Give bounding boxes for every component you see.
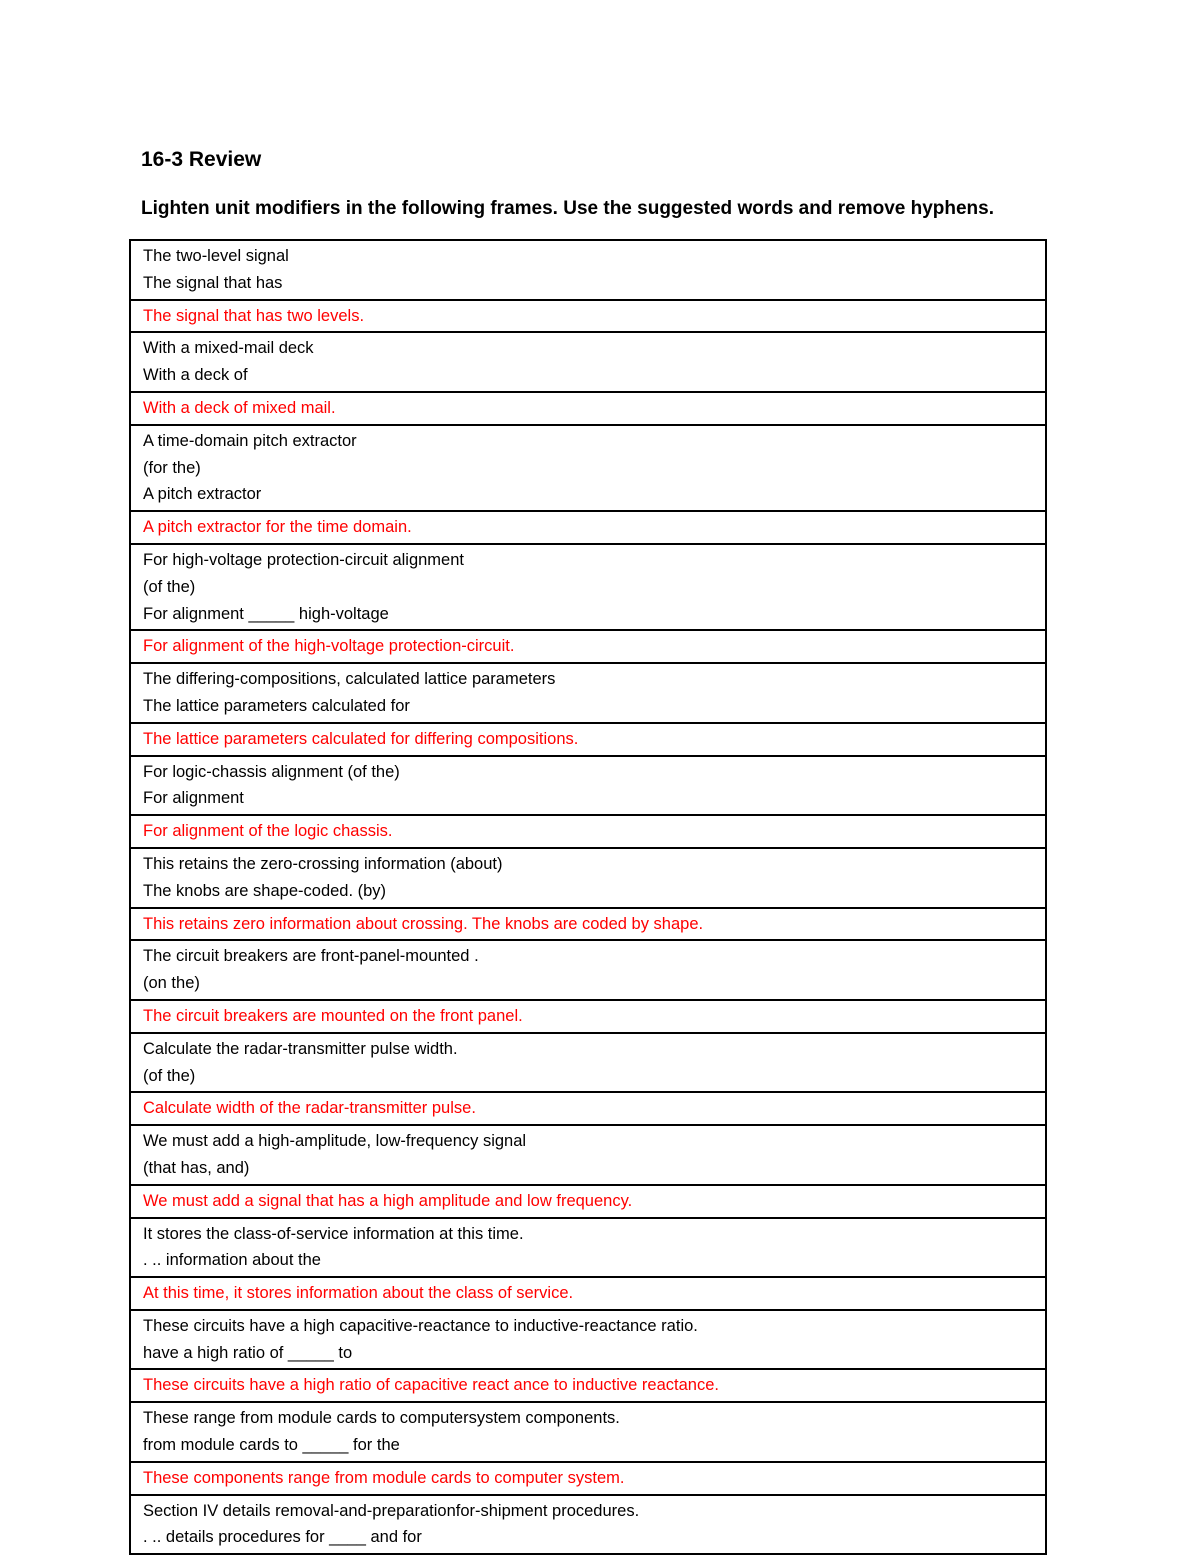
frame-prompt-line: These circuits have a high capacitive-reactance to inductive-reactance ratio. [143,1316,698,1335]
frame-prompt-line: A time-domain pitch extractor [143,431,357,450]
frame-answer-text: For alignment of the high-voltage protection-circuit. [143,637,515,656]
frame-prompt-line: The circuit breakers are front-panel-mounted . [143,947,479,966]
frame-prompt-line: (that has, and) [143,1158,250,1177]
frame-prompt-cell [130,332,1046,392]
frame-prompt-line: Section IV details removal-and-preparationfor-shipment procedures. [143,1501,640,1520]
frame-prompt-line: A pitch extractor [143,485,262,504]
frame-prompt-row [130,332,1046,392]
frame-prompt-cell [130,1033,1046,1093]
frame-prompt-cell [130,1125,1046,1185]
frame-prompt-cell [130,240,1046,300]
frame-answer-row [130,630,1046,663]
frame-prompt-row [130,756,1046,816]
frame-prompt-line: Calculate the radar-transmitter pulse width. [143,1039,458,1058]
frame-prompt-row [130,940,1046,1000]
frame-answer-text: Calculate width of the radar-transmitter pulse. [143,1099,476,1118]
frame-prompt-row [130,848,1046,908]
frame-prompt-line: For logic-chassis alignment (of the) [143,762,400,781]
frame-answer-cell [130,723,1046,756]
frame-answer-cell [130,511,1046,544]
frame-answer-row [130,1092,1046,1125]
frame-prompt-line: With a mixed-mail deck [143,339,314,358]
frame-prompt-line: The differing-compositions, calculated lattice parameters [143,670,556,689]
frame-answer-cell [130,630,1046,663]
frame-prompt-row [130,425,1046,511]
frame-answer-cell [130,300,1046,333]
frame-prompt-line: (for the) [143,458,201,477]
frame-prompt-cell [130,1218,1046,1278]
frame-prompt-line: For alignment _____ high-voltage [143,604,389,623]
frame-answer-text: This retains zero information about crossing. The knobs are coded by shape. [143,914,704,933]
frame-prompt-row [130,1125,1046,1185]
frame-prompt-cell [130,1310,1046,1370]
frame-prompt-row [130,1310,1046,1370]
frame-answer-text: At this time, it stores information about the class of service. [143,1284,574,1303]
frame-prompt-cell [130,544,1046,630]
frame-prompt-cell [130,940,1046,1000]
frame-prompt-cell [130,1495,1046,1555]
frame-prompt-row [130,240,1046,300]
frame-prompt-line: This retains the zero-crossing information (about) [143,854,503,873]
frame-answer-cell [130,392,1046,425]
frame-prompt-cell [130,663,1046,723]
frame-answer-cell [130,1277,1046,1310]
frame-prompt-line: have a high ratio of _____ to [143,1343,353,1362]
frame-answer-row [130,1277,1046,1310]
instructions: Lighten unit modifiers in the following frames. Use the suggested words and remove hyphens. [141,198,995,219]
frame-answer-row [130,815,1046,848]
frame-prompt-line: For alignment [143,789,244,808]
frame-answer-text: These circuits have a high ratio of capacitive react ance to inductive reactance. [143,1376,719,1395]
frame-answer-text: These components range from module cards to computer system. [143,1468,625,1487]
frame-answer-text: A pitch extractor for the time domain. [143,518,412,537]
frame-prompt-line: We must add a high-amplitude, low-frequency signal [143,1132,527,1151]
frame-prompt-line: The knobs are shape-coded. (by) [143,881,387,900]
frame-answer-text: The lattice parameters calculated for differing compositions. [143,729,579,748]
frame-prompt-line: (of the) [143,1066,196,1085]
frame-answer-text: The signal that has two levels. [143,306,365,325]
frame-prompt-line: (of the) [143,577,196,596]
frame-prompt-line: For high-voltage protection-circuit alignment [143,550,464,569]
frame-prompt-row [130,1033,1046,1093]
frame-prompt-line: The signal that has [143,273,283,292]
frame-prompt-cell [130,848,1046,908]
frame-answer-row [130,392,1046,425]
frame-prompt-line: With a deck of [143,366,248,385]
frame-answer-cell [130,815,1046,848]
frame-answer-row [130,1369,1046,1402]
review-frames-table [129,239,1047,1555]
frame-answer-text: With a deck of mixed mail. [143,398,336,417]
frame-prompt-row [130,1218,1046,1278]
frame-answer-text: For alignment of the logic chassis. [143,822,393,841]
frame-prompt-row [130,544,1046,630]
page-title: 16-3 Review [141,148,262,171]
frame-answer-cell [130,1462,1046,1495]
frame-answer-text: We must add a signal that has a high amplitude and low frequency. [143,1191,633,1210]
frame-prompt-cell [130,425,1046,511]
frame-answer-row [130,1462,1046,1495]
frame-prompt-line: from module cards to _____ for the [143,1436,400,1455]
frame-answer-row [130,1185,1046,1218]
frame-prompt-line: (on the) [143,974,200,993]
frame-answer-row [130,511,1046,544]
frame-answer-cell [130,1369,1046,1402]
frame-prompt-row [130,663,1046,723]
frame-answer-cell [130,908,1046,941]
frame-prompt-cell [130,1402,1046,1462]
frame-answer-cell [130,1092,1046,1125]
frame-prompt-line: These range from module cards to computersystem components. [143,1409,620,1428]
frame-answer-cell [130,1000,1046,1033]
frame-answer-text: The circuit breakers are mounted on the front panel. [143,1006,523,1025]
frame-prompt-row [130,1402,1046,1462]
frame-prompt-row [130,1495,1046,1555]
frame-prompt-line: The lattice parameters calculated for [143,696,410,715]
frame-answer-cell [130,1185,1046,1218]
frame-answer-row [130,908,1046,941]
frame-answer-row [130,723,1046,756]
frame-prompt-line: . .. information about the [143,1251,321,1270]
frame-prompt-line: The two-level signal [143,247,289,265]
frame-prompt-cell [130,756,1046,816]
frame-answer-row [130,300,1046,333]
frames-body [130,240,1046,1554]
frame-answer-row [130,1000,1046,1033]
frame-prompt-line: It stores the class-of-service information at this time. [143,1224,524,1243]
frame-prompt-line: . .. details procedures for ____ and for [143,1528,422,1547]
